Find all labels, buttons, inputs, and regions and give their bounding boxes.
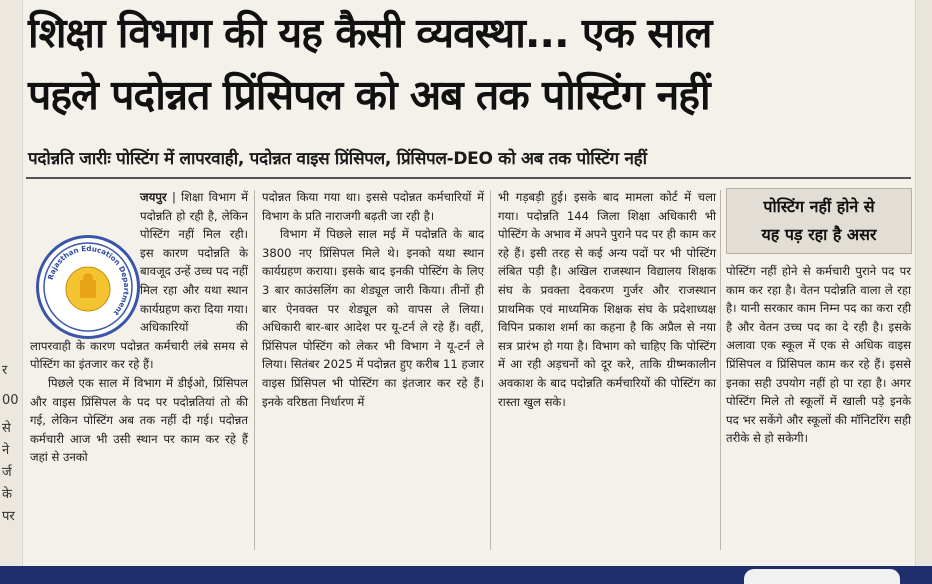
sidebox-heading xyxy=(726,188,912,254)
adjacent-column-fragment xyxy=(0,0,23,584)
paragraph: विभाग में पिछले साल मई में पदोन्नति के बाद 3800 नए प्रिंसिपल मिले थे। इनको यथा स्थान कार्यग्रहण कराया। इसके बाद इनकी पोस्टिंग के लिए 3 बार काउंसलिंग का शेड्यूल जारी किया। तीनों ही बार ऐनवक्त पर शेड्यूल को वापस ले लिया। अधिकारी बार-बार आदेश पर यू-टर्न ले रहे हैं। वहीं, प्रिंसिपल पोस्टिंग को लेकर भी विभाग ने यू-टर्न ले लिया। सितंबर 2025 में पदोन्नत हुए करीब 11 हजार वाइस प्रिंसिपल भी पोस्टिंग का इंतजार कर रहे हैं। इनके वरिष्ठता निर्धारण में xyxy=(262,227,484,409)
sidebox-heading-line-1: पोस्टिंग नहीं होने से xyxy=(763,197,875,216)
fragment-text: ने xyxy=(2,443,10,458)
fragment-text: र्ज xyxy=(2,465,12,480)
sidebox-heading-line-2: यह पड़ रहा है असर xyxy=(761,225,877,244)
fragment-text: र xyxy=(2,363,8,378)
education-department-logo xyxy=(36,235,140,339)
paragraph: पोस्टिंग नहीं होने से कर्मचारी पुराने पद पर काम कर रहा है। वेतन पदोन्नति वाला ले रहा है। यानी सरकार काम निम्न पद का करा रही है और वेतन उच्च पद का दे रही है। इसके अलावा एक स्कूल में एक से अधिक वाइस प्रिंसिपल व प्रिंसिपल काम कर रहे हैं। इससे इनका सही उपयोग नहीं हो पा रहा है। अगर पोस्टिंग मिले तो स्कूलों में खाली पड़े इनके पद भर सकेंगे और स्कूलों की मॉनिटरिंग सही तरीके से हो सकेगी। xyxy=(726,264,911,446)
fragment-text: 00 xyxy=(2,393,19,408)
sidebox-body xyxy=(726,262,911,448)
paragraph: भी गड़बड़ी हुई। इसके बाद मामला कोर्ट में चला गया। पदोन्नति 144 जिला शिक्षा अधिकारी भी पोस्टिंग के अभाव में अपने पुराने पद पर ही काम कर रहे हैं। इसी तरह से कई अन्य पदों पर भी पोस्टिंग लंबित पड़ी है। अखिल राजस्थान विद्यालय शिक्षक संघ के प्रवक्ता देवकरण गुर्जर और राजस्थान प्राथमिक एवं माध्यमिक शिक्षक संघ के प्रदेशाध्यक्ष विपिन प्रकाश शर्मा का कहना है कि अप्रैल से नया सत्र प्रारंभ हो गया है। विभाग को चाहिए कि पोस्टिंग में आ रही अड़चनों को दूर करे, ताकि ग्रीष्मकालीन अवकाश के बाद पदोन्नति कर्मचारियों की पोस्टिंग का रास्ता खुल सके। xyxy=(498,190,716,409)
adjacent-page-edge xyxy=(915,0,932,584)
fragment-text: के xyxy=(2,487,12,502)
column-separator xyxy=(720,190,721,550)
article-column-2 xyxy=(262,188,484,411)
dateline: जयपुर xyxy=(140,190,167,204)
paragraph: पिछले एक साल में विभाग में डीईओ, प्रिंसिपल और वाइस प्रिंसिपल के पद पर पदोन्नतियां तो की गई, लेकिन पोस्टिंग अब तक नहीं दी गई। पदोन्नत कर्मचारी आज भी उसी स्थान पर काम कर रहे हैं जहां से उनको xyxy=(30,375,248,465)
article-column-3 xyxy=(498,188,716,411)
subheadline: पदोन्नति जारीः पोस्टिंग में लापरवाही, पदोन्नत वाइस प्रिंसिपल, प्रिंसिपल-DEO को अब तक पोस्टिंग नहीं xyxy=(28,149,647,169)
headline-line-2: पहले पदोन्नत प्रिंसिपल को अब तक पोस्टिंग नहीं xyxy=(28,71,710,119)
headline-line-1: शिक्षा विभाग की यह कैसी व्यवस्था... एक साल xyxy=(28,9,712,57)
svg-text:Rajasthan Education Department: Rajasthan Education Department xyxy=(45,243,132,318)
headline xyxy=(28,2,913,126)
emblem-icon xyxy=(39,238,137,336)
divider xyxy=(26,177,911,179)
column-separator xyxy=(490,190,491,550)
fragment-text: पर xyxy=(2,509,15,524)
bottom-overlay-pill xyxy=(744,569,900,584)
paragraph: पदोन्नत किया गया था। इससे पदोन्नत कर्मचारियों में विभाग के प्रति नाराजगी बढ़ती जा रही है। xyxy=(262,190,484,223)
column-separator xyxy=(254,190,255,550)
fragment-text: से xyxy=(2,421,11,436)
paragraph: | शिक्षा विभाग में पदोन्नति हो रही है, लेकिन पोस्टिंग नहीं मिल रही। इस कारण पदोन्नति के बावजूद उन्हें उच्च पद नहीं मिल रहा और यथा स्थान कार्यग्रहण करा दिया गया। अधिकारियों की लापरवाही के कारण पदोन्नत कर्मचारी लंबे समय से पोस्टिंग का इंतजार कर रहे हैं। xyxy=(30,190,248,372)
